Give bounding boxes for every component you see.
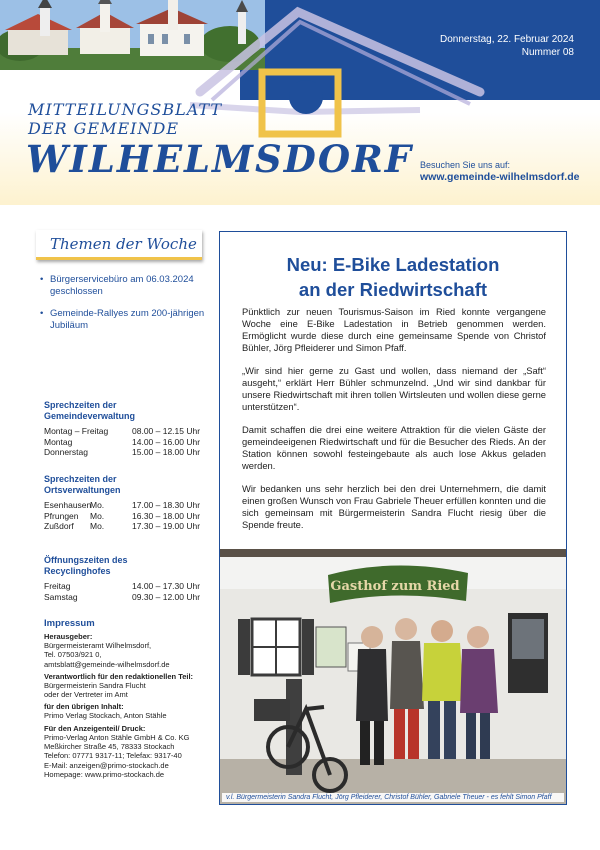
hours-row xyxy=(44,500,214,511)
themen-heading: Themen der Woche xyxy=(50,235,197,253)
themen-item[interactable]: • Gemeinde-Rallyes zum 200-jährigen Jubiläum xyxy=(40,308,208,332)
hours-day: Freitag xyxy=(44,581,71,591)
issue-date: Donnerstag, 22. Februar 2024 xyxy=(440,34,574,45)
masthead-line-1: MITTEILUNGSBLATT xyxy=(28,100,223,119)
article-photo xyxy=(220,549,566,804)
hours-time: 17.30 – 19.00 Uhr xyxy=(132,521,201,531)
article-card xyxy=(219,231,567,805)
article-title-line: an der Riedwirtschaft xyxy=(298,279,488,300)
hours-day: Donnerstag xyxy=(44,447,88,457)
hours-row xyxy=(44,426,214,437)
impressum-line: Bürgermeisteramt Wilhelmsdorf, xyxy=(44,641,152,650)
hours-time: 14.00 – 17.30 Uhr xyxy=(132,581,201,591)
website-link[interactable]: www.gemeinde-wilhelmsdorf.de xyxy=(420,171,580,183)
gasthof-sign-text: Gasthof zum Ried xyxy=(330,579,460,594)
group-photo-illustration xyxy=(220,549,566,804)
hours-time: 17.00 – 18.30 Uhr xyxy=(132,500,201,510)
hours-row xyxy=(44,437,214,448)
hours-day: Samstag xyxy=(44,591,78,602)
hours-day: Mo. xyxy=(90,521,105,531)
masthead-title: WILHELMSDORF xyxy=(26,137,414,181)
impressum-homepage-link[interactable]: Homepage: www.primo-stockach.de xyxy=(44,769,165,779)
herausgeber-label: Herausgeber: xyxy=(44,632,93,641)
article-title-line: Neu: E-Bike Ladestation xyxy=(286,254,500,275)
masthead xyxy=(0,0,600,205)
recycling-hours xyxy=(44,555,214,602)
redaktion-label: Verantwortlich für den redaktionellen Teil: xyxy=(44,671,194,681)
hours-day: Montag xyxy=(44,436,73,447)
impressum-line: Bürgermeisterin Sandra Flucht xyxy=(44,680,146,690)
themen-item[interactable]: • Bürgerservicebüro am 06.03.2024 geschlossen xyxy=(40,274,208,298)
themen-list xyxy=(40,274,208,342)
themen-heading-box xyxy=(36,230,202,260)
hours-day: Mo. xyxy=(90,500,105,510)
impressum-line: Meßkircher Straße 45, 78333 Stockach xyxy=(44,742,175,752)
masthead-subtitle xyxy=(28,100,222,138)
article-title xyxy=(220,252,566,302)
hours-day: Montag – Freitag xyxy=(44,426,109,436)
hours-row xyxy=(44,592,214,603)
hours-row xyxy=(44,521,214,532)
impressum-line: oder der Vertreter im Amt xyxy=(44,690,128,700)
issue-number: Nummer 08 xyxy=(521,47,574,58)
article-paragraph: Pünktlich zur neuen Tourismus-Saison im Ried konnte vergangene Woche eine E-Bike Ladestation in Betrieb genommen werden. Ermöglicht wurde diese durch eine gemeinsame Spende von Christof Bühler, Jörg Pfleiderer und Simon Pfaff. xyxy=(242,306,546,353)
hours-place: Zußdorf xyxy=(44,521,74,531)
visit-label: Besuchen Sie uns auf: xyxy=(420,160,511,170)
hours-time: 15.00 – 18.00 Uhr xyxy=(132,447,201,457)
article-paragraph: Wir bedanken uns sehr herzlich bei den drei Unternehmern, die damit einen großen Wunsch von Frau Gabriele Theuer erfüllen konnten und die sich gemeinsam mit Bürgermeisterin Sandra Flucht riesig über die Spende freute. xyxy=(242,483,547,530)
impressum-line: Primo Verlag Stockach, Anton Stähle xyxy=(44,711,167,721)
impressum-email-link[interactable]: amtsblatt@gemeinde-wilhelmsdorf.de xyxy=(44,659,170,669)
hours-place: Pfrungen xyxy=(44,510,79,521)
hours-time: 16.30 – 18.00 Uhr xyxy=(132,510,201,521)
impressum-line: Telefon: 07771 9317-11; Telefax: 9317-40 xyxy=(44,751,182,761)
hours-row xyxy=(44,447,214,458)
masthead-line-2: DER GEMEINDE xyxy=(28,119,179,138)
orts-title: Sprechzeiten der Ortsverwaltungen xyxy=(44,474,121,495)
hours-time: 14.00 – 16.00 Uhr xyxy=(132,436,201,447)
hours-time: 09.30 – 12.00 Uhr xyxy=(132,591,201,602)
impressum xyxy=(44,618,214,779)
verwaltung-title: Sprechzeiten der Gemeindeverwaltung xyxy=(44,400,136,421)
issue-info xyxy=(440,33,574,59)
photo-caption: v.l. Bürgermeisterin Sandra Flucht, Jörg Pfleiderer, Christof Bühler, Gabriele Theuer - es fehlt Simon Pfaff xyxy=(222,793,564,802)
verwaltung-hours xyxy=(44,400,214,458)
article-paragraph: „Wir sind hier gerne zu Gast und wollen, dass niemand der „Saft“ ausgeht,“ erklärt Herr Bühler schmunzelnd. „Und wir sind dankbar für unsere Riedwirtschaft mit ihren tollen Wirtsleuten und wollen diese gerne unterstützen“. xyxy=(242,365,546,412)
recycling-title: Öffnungszeiten des Recyclinghofes xyxy=(44,555,128,576)
hours-row xyxy=(44,581,214,592)
impressum-line: Primo-Verlag Anton Stähle GmbH & Co. KG xyxy=(44,732,190,742)
anzeigen-label: Für den Anzeigenteil/ Druck: xyxy=(44,723,146,733)
hours-day: Mo. xyxy=(90,510,105,521)
impressum-line: Tel. 07503/921 0, xyxy=(44,650,102,660)
hours-place: Esenhausen xyxy=(44,500,92,510)
impressum-email-link[interactable]: E-Mail: anzeigen@primo-stockach.de xyxy=(44,760,169,770)
impressum-title: Impressum xyxy=(44,618,95,629)
hours-time: 08.00 – 12.15 Uhr xyxy=(132,426,201,436)
article-paragraph: Damit schaffen die drei eine weitere Attraktion für die vielen Gäste der gemeindeeigenen Riedwirtschaft und für die Besucher des Rieds. An der Station können sowohl festeingebaute als auch lose Akkus geladen werden. xyxy=(242,424,546,471)
orts-hours xyxy=(44,474,214,532)
inhalt-label: für den übrigen Inhalt: xyxy=(44,702,124,712)
article-body xyxy=(242,306,546,542)
hours-row xyxy=(44,511,214,522)
